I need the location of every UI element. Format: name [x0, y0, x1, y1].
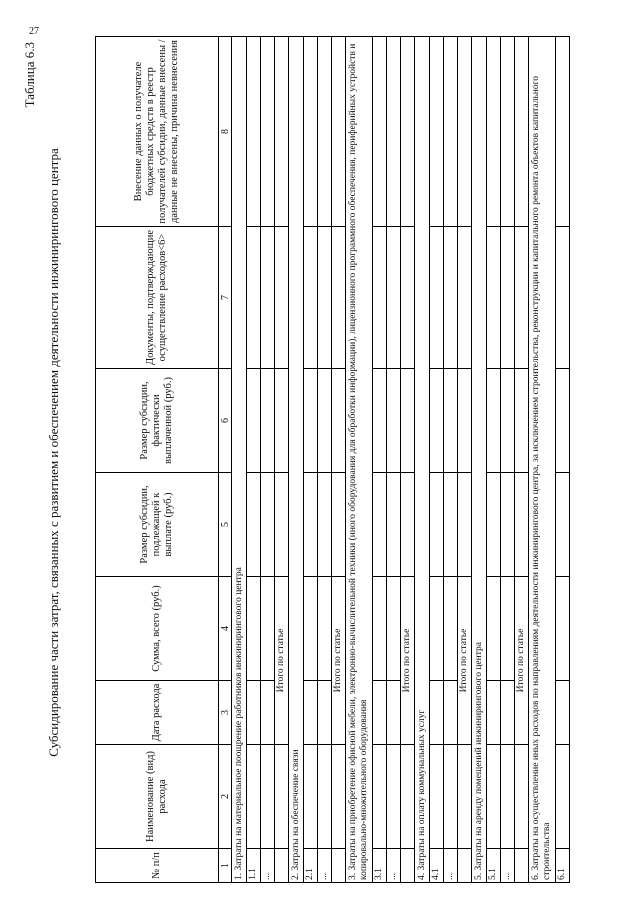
- total-row: [458, 37, 472, 883]
- header-cell: № п/п: [96, 849, 219, 883]
- table-row: [261, 37, 275, 883]
- page-number: 27: [29, 26, 39, 37]
- section-title: 2. Затраты на обеспечение связи: [289, 37, 304, 883]
- item-number: 1.1: [247, 849, 261, 883]
- header-cell: Дата расхода: [96, 681, 219, 745]
- table-row: [387, 37, 401, 883]
- column-number: 3: [219, 681, 232, 745]
- table-row: [501, 37, 515, 883]
- table-row: [373, 37, 387, 883]
- item-ellipsis: ...: [501, 849, 515, 883]
- section-title: 5. Затраты на аренду помещений инжинирингового центра: [472, 37, 487, 883]
- total-row: [332, 37, 346, 883]
- section-row: [289, 37, 304, 883]
- column-number: 8: [219, 37, 232, 227]
- section-title: 6. Затраты на осуществление иных расходов по направлениям деятельности инжинирингового центра, за исключением строительства, реконструкции и капитального ремонта объектов капитального строительства: [529, 37, 556, 883]
- table-row: [487, 37, 501, 883]
- section-row: [346, 37, 373, 883]
- total-label: Итого по статье: [401, 577, 415, 745]
- header-cell: Сумма, всего (руб.): [96, 577, 219, 681]
- header-cell: Внесение данных о получателе бюджетных средств в реестр получателей субсидии, данные внесены / данные не внесены, причина невнесения: [96, 37, 219, 227]
- table-row: [430, 37, 444, 883]
- table-title: Субсидирование части затрат, связанных с развитием и обеспечением деятельности инжинирингового центра: [46, 148, 61, 757]
- header-cell: Размер субсидии, подлежащей к выплате (руб.): [96, 473, 219, 577]
- item-ellipsis: ...: [387, 849, 401, 883]
- section-row: [472, 37, 487, 883]
- column-number: 1: [219, 849, 232, 883]
- table-row: [444, 37, 458, 883]
- table-row: [556, 37, 570, 883]
- total-row: [515, 37, 529, 883]
- header-cell: Документы, подтверждающие осуществление расходов<6>: [96, 227, 219, 369]
- section-row: [232, 37, 247, 883]
- item-number: 6.1: [556, 849, 570, 883]
- total-label: Итого по статье: [515, 577, 529, 745]
- item-number: 2.1: [304, 849, 318, 883]
- total-row: [401, 37, 415, 883]
- section-title: 3. Затраты на приобретение офисной мебели, электронно-вычислительной техники (иного оборудования для обработки информации), лицензионного программного обеспечения, периферийных устройств и копировально-множительного оборудования: [346, 37, 373, 883]
- column-number-row: [219, 37, 232, 883]
- table-row: [304, 37, 318, 883]
- total-row: [275, 37, 289, 883]
- item-number: 3.1: [373, 849, 387, 883]
- item-number: 4.1: [430, 849, 444, 883]
- item-ellipsis: ...: [444, 849, 458, 883]
- section-title: 4. Затраты на оплату коммунальных услуг: [415, 37, 430, 883]
- table-label: Таблица 6.3: [22, 42, 37, 108]
- header-row: [96, 37, 219, 883]
- table-row: [318, 37, 332, 883]
- item-ellipsis: ...: [261, 849, 275, 883]
- section-row: [529, 37, 556, 883]
- section-row: [415, 37, 430, 883]
- total-label: Итого по статье: [458, 577, 472, 745]
- item-ellipsis: ...: [318, 849, 332, 883]
- table-row: [247, 37, 261, 883]
- subsidy-table: [95, 36, 570, 883]
- item-number: 5.1: [487, 849, 501, 883]
- total-label: Итого по статье: [332, 577, 346, 745]
- header-cell: Наименование (вид) расхода: [96, 745, 219, 849]
- column-number: 5: [219, 473, 232, 577]
- header-cell: Размер субсидии, фактически выплаченной (руб.): [96, 369, 219, 473]
- column-number: 6: [219, 369, 232, 473]
- column-number: 2: [219, 745, 232, 849]
- total-label: Итого по статье: [275, 577, 289, 745]
- column-number: 7: [219, 227, 232, 369]
- section-title: 1. Затраты на материальное поощрение работников инжинирингового центра: [232, 37, 247, 883]
- column-number: 4: [219, 577, 232, 681]
